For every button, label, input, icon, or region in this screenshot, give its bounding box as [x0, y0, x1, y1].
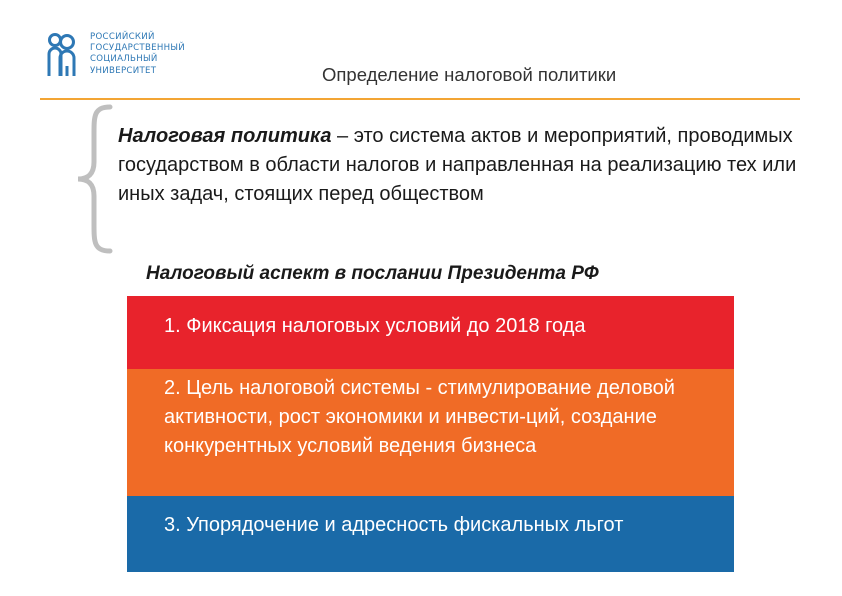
logo-line: УНИВЕРСИТЕТ [90, 65, 157, 76]
aspect-list [127, 296, 734, 572]
definition-text [118, 122, 798, 209]
slide-title: Определение налоговой политики [322, 64, 617, 85]
university-logo [46, 30, 206, 82]
aspect-item-3: 3. Упорядочение и адресность фискальных льгот [127, 496, 734, 572]
definition-term: Налоговая политика [118, 125, 332, 147]
logo-line: СОЦИАЛЬНЫЙ [90, 54, 158, 65]
left-brace-icon [70, 104, 118, 254]
logo-line: ГОСУДАРСТВЕННЫЙ [90, 43, 186, 54]
section-subheading: Налоговый аспект в послании Президента РФ [146, 263, 599, 284]
logo-line: РОССИЙСКИЙ [90, 32, 155, 42]
aspect-item-2: 2. Цель налоговой системы - стимулирование деловой активности, рост экономики и инвести-ций, создание конкурентных условий ведения бизнеса [127, 369, 734, 496]
header-divider [40, 98, 800, 100]
university-name [90, 32, 185, 77]
university-logo-icon [46, 32, 80, 78]
aspect-item-1: 1. Фиксация налоговых условий до 2018 года [127, 296, 734, 369]
definition-body: – это система актов и мероприятий, проводимых государством в области налогов и направленная на реализацию тех или иных задач, стоящих перед обществом [118, 125, 797, 205]
